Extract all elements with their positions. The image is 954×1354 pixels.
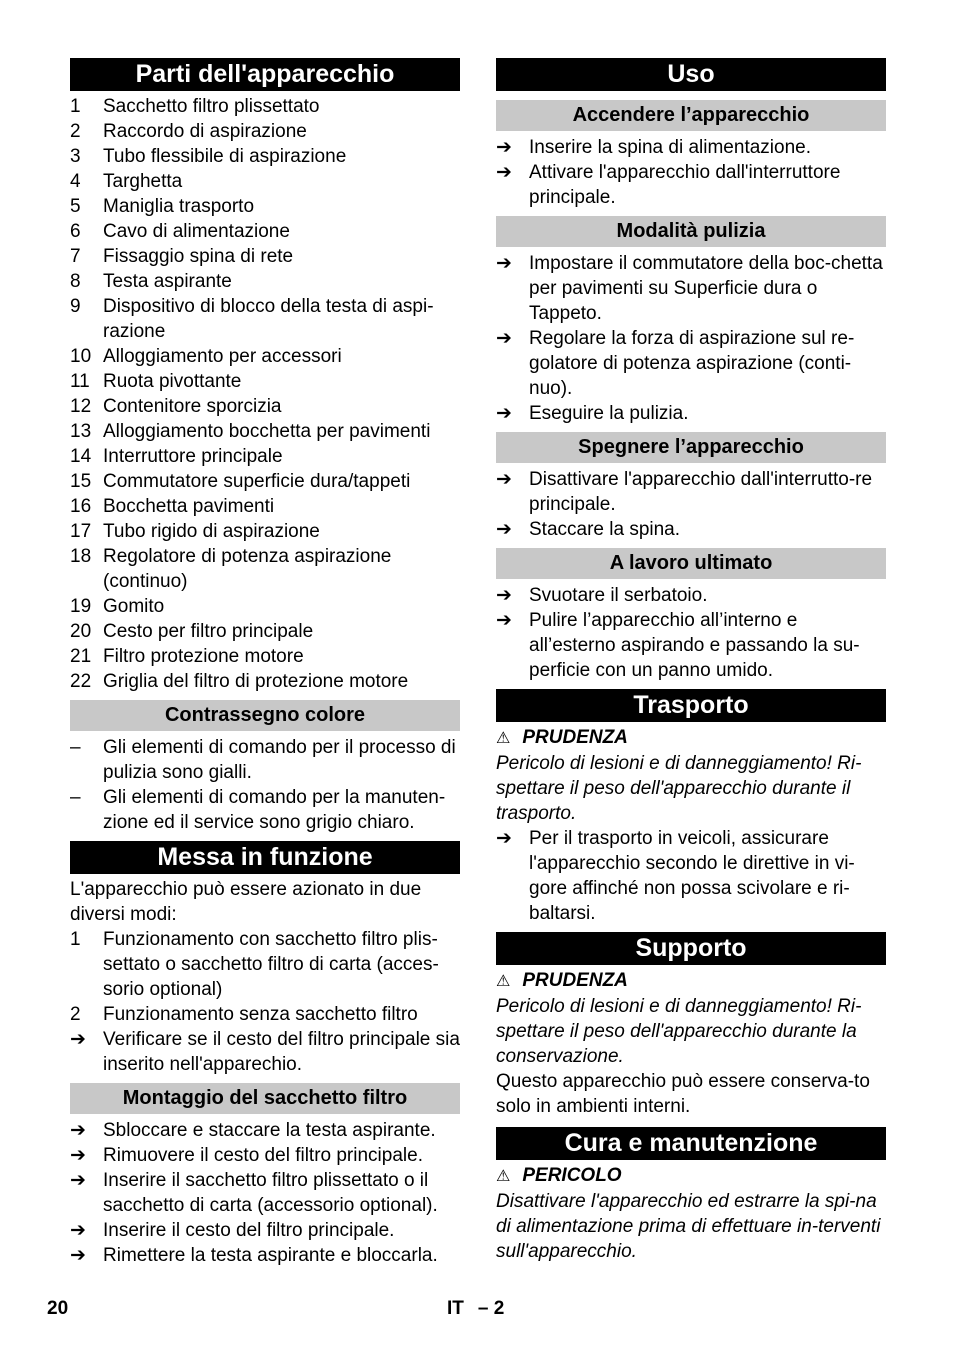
list-item-text: Inserire la spina di alimentazione. — [529, 137, 811, 158]
list-item — [70, 927, 460, 1002]
section-title-care: Cura e manutenzione — [496, 1127, 886, 1160]
list-item — [496, 251, 886, 326]
care-warning-text: Disattivare l'apparecchio ed estrarre la spi-na di alimentazione prima di effettuare in-terventi sull'apparecchio. — [496, 1191, 881, 1262]
list-marker: 12 — [70, 396, 92, 417]
list-item-text: Sacchetto filtro plissettato — [103, 96, 320, 117]
subsection-title-on: Accendere l’apparecchio — [496, 100, 886, 131]
list-marker: 20 — [70, 621, 92, 642]
list-marker: 21 — [70, 646, 92, 667]
list-item — [70, 219, 460, 244]
start-list — [70, 927, 460, 1077]
list-item-text: Contenitore sporcizia — [103, 396, 282, 417]
warning-triangle-icon: ⚠ — [496, 1168, 511, 1185]
sub-page: – 2 — [477, 1298, 505, 1319]
list-item — [70, 1218, 460, 1243]
list-item — [70, 644, 460, 669]
arrow-right-icon: ➔ — [70, 1120, 86, 1141]
list-item — [496, 401, 886, 426]
page-number: 20 — [47, 1298, 69, 1319]
list-item-text: Interruttore principale — [103, 446, 283, 467]
arrow-right-icon: ➔ — [496, 328, 512, 349]
list-item — [70, 344, 460, 369]
list-item — [70, 169, 460, 194]
list-item — [70, 194, 460, 219]
list-item-text: Tubo rigido di aspirazione — [103, 521, 320, 542]
transport-warning-text: Pericolo di lesioni e di danneggiamento! Ri-spettare il peso dell'apparecchio durante il trasporto. — [496, 753, 862, 824]
list-marker: 18 — [70, 546, 92, 567]
section-title-support: Supporto — [496, 932, 886, 965]
list-item — [70, 1243, 460, 1268]
list-item — [496, 326, 886, 401]
list-item-text: Regolare la forza di aspirazione sul re-golatore di potenza aspirazione (conti-nuo). — [529, 328, 855, 399]
list-item-text: Bocchetta pavimenti — [103, 496, 275, 517]
transport-warning-label: PRUDENZA — [522, 727, 628, 748]
list-marker: 7 — [70, 246, 81, 267]
subsection-title-color: Contrassegno colore — [70, 700, 460, 731]
mode-list — [496, 251, 886, 426]
list-marker: 5 — [70, 196, 81, 217]
color-list — [70, 735, 460, 835]
list-item-text: Filtro protezione motore — [103, 646, 304, 667]
list-marker: 11 — [70, 371, 90, 392]
list-item — [70, 1118, 460, 1143]
subsection-title-end: A lavoro ultimato — [496, 548, 886, 579]
list-item-text: Raccordo di aspirazione — [103, 121, 307, 142]
bag-list — [70, 1118, 460, 1268]
transport-list — [496, 826, 886, 926]
list-marker: 2 — [70, 1004, 81, 1025]
list-item-text: Verificare se il cesto del filtro principale sia inserito nell'apparechio. — [103, 1029, 460, 1075]
list-item — [70, 519, 460, 544]
list-marker: 4 — [70, 171, 81, 192]
list-marker: 15 — [70, 471, 92, 492]
list-item — [70, 394, 460, 419]
arrow-right-icon: ➔ — [496, 469, 512, 490]
support-warning — [496, 968, 886, 994]
list-item-text: Inserire il cesto del filtro principale. — [103, 1220, 395, 1241]
list-item — [70, 594, 460, 619]
list-item-text: Maniglia trasporto — [103, 196, 255, 217]
list-marker: 6 — [70, 221, 81, 242]
list-item-text: Inserire il sacchetto filtro plissettato o il sacchetto di carta (accessorio optional). — [103, 1170, 438, 1216]
list-item-text: Rimuovere il cesto del filtro principale. — [103, 1145, 423, 1166]
end-list — [496, 583, 886, 683]
list-item-text: Cesto per filtro principale — [103, 621, 314, 642]
left-column — [70, 58, 460, 1272]
support-warning-text: Pericolo di lesioni e di danneggiamento! Ri-spettare il peso dell'apparecchio durante la conservazione. — [496, 996, 862, 1067]
list-item-text: Gli elementi di comando per la manuten-zione ed il service sono grigio chiaro. — [103, 787, 446, 833]
list-item — [70, 369, 460, 394]
start-intro: L'apparecchio può essere azionato in due diversi modi: — [70, 879, 422, 925]
subsection-title-off: Spegnere l’apparecchio — [496, 432, 886, 463]
list-marker: – — [70, 737, 81, 758]
on-list — [496, 135, 886, 210]
list-item — [70, 269, 460, 294]
section-title-start: Messa in funzione — [70, 841, 460, 874]
list-item-text: Disattivare l'apparecchio dall'interrutto-re principale. — [529, 469, 873, 515]
arrow-right-icon: ➔ — [496, 253, 512, 274]
list-item — [70, 469, 460, 494]
arrow-right-icon: ➔ — [70, 1170, 86, 1191]
list-item-text: Staccare la spina. — [529, 519, 681, 540]
list-item — [70, 785, 460, 835]
arrow-right-icon: ➔ — [496, 585, 512, 606]
list-item — [70, 244, 460, 269]
list-marker: 16 — [70, 496, 92, 517]
list-marker: 1 — [70, 96, 81, 117]
list-item-text: Fissaggio spina di rete — [103, 246, 294, 267]
subsection-title-mode: Modalità pulizia — [496, 216, 886, 247]
warning-triangle-icon: ⚠ — [496, 730, 511, 747]
list-item-text: Attivare l'apparecchio dall'interruttore principale. — [529, 162, 841, 208]
list-item-text: Rimettere la testa aspirante e bloccarla. — [103, 1245, 438, 1266]
list-item — [70, 669, 460, 694]
list-item — [70, 619, 460, 644]
support-text: Questo apparecchio può essere conserva-to solo in ambienti interni. — [496, 1071, 870, 1117]
warning-triangle-icon: ⚠ — [496, 973, 511, 990]
arrow-right-icon: ➔ — [496, 403, 512, 424]
list-item — [70, 544, 460, 594]
arrow-right-icon: ➔ — [70, 1029, 86, 1050]
list-item-text: Cavo di alimentazione — [103, 221, 290, 242]
list-item — [70, 119, 460, 144]
list-item-text: Gomito — [103, 596, 165, 617]
list-marker: – — [70, 787, 81, 808]
list-item-text: Sbloccare e staccare la testa aspirante. — [103, 1120, 436, 1141]
list-item-text: Ruota pivottante — [103, 371, 242, 392]
arrow-right-icon: ➔ — [496, 610, 512, 631]
subsection-title-bag: Montaggio del sacchetto filtro — [70, 1083, 460, 1114]
list-marker: 1 — [70, 929, 81, 950]
list-item-text: Alloggiamento per accessori — [103, 346, 342, 367]
arrow-right-icon: ➔ — [70, 1220, 86, 1241]
list-item — [496, 826, 886, 926]
section-title-use: Uso — [496, 58, 886, 91]
list-item — [70, 144, 460, 169]
list-item — [496, 608, 886, 683]
list-item — [496, 517, 886, 542]
list-item — [70, 1168, 460, 1218]
list-item-text: Alloggiamento bocchetta per pavimenti — [103, 421, 431, 442]
arrow-right-icon: ➔ — [70, 1245, 86, 1266]
list-item-text: Regolatore di potenza aspirazione (continuo) — [103, 546, 392, 592]
list-item-text: Funzionamento con sacchetto filtro plis-settato o sacchetto filtro di carta (acces-sorio optional) — [103, 929, 439, 1000]
list-item — [70, 1143, 460, 1168]
list-marker: 8 — [70, 271, 81, 292]
list-item — [496, 135, 886, 160]
list-marker: 10 — [70, 346, 92, 367]
list-item-text: Funzionamento senza sacchetto filtro — [103, 1004, 418, 1025]
list-item-text: Testa aspirante — [103, 271, 232, 292]
list-marker: 13 — [70, 421, 92, 442]
list-marker: 3 — [70, 146, 81, 167]
list-marker: 9 — [70, 296, 81, 317]
list-item-text: Gli elementi di comando per il processo di pulizia sono gialli. — [103, 737, 456, 783]
list-marker: 22 — [70, 671, 92, 692]
list-item — [70, 1002, 460, 1027]
list-item-text: Svuotare il serbatoio. — [529, 585, 708, 606]
off-list — [496, 467, 886, 542]
list-item — [70, 419, 460, 444]
arrow-right-icon: ➔ — [496, 519, 512, 540]
list-item — [70, 94, 460, 119]
list-item-text: Commutatore superficie dura/tappeti — [103, 471, 411, 492]
support-warning-label: PRUDENZA — [522, 970, 628, 991]
arrow-right-icon: ➔ — [70, 1145, 86, 1166]
list-item — [496, 583, 886, 608]
list-item — [496, 467, 886, 517]
list-marker: 2 — [70, 121, 81, 142]
care-warning — [496, 1163, 886, 1189]
language-code: IT — [447, 1298, 464, 1319]
list-item — [70, 294, 460, 344]
list-item — [70, 444, 460, 469]
list-item — [70, 494, 460, 519]
arrow-right-icon: ➔ — [496, 828, 512, 849]
section-title-transport: Trasporto — [496, 689, 886, 722]
list-item-text: Dispositivo di blocco della testa di aspi-razione — [103, 296, 434, 342]
list-item-text: Griglia del filtro di protezione motore — [103, 671, 409, 692]
list-marker: 19 — [70, 596, 92, 617]
list-item-text: Per il trasporto in veicoli, assicurare l'apparecchio secondo le direttive in vi-gore affinché non possa scivolare e ri-baltarsi. — [529, 828, 855, 924]
list-item — [496, 160, 886, 210]
parts-list — [70, 94, 460, 694]
list-item-text: Impostare il commutatore della boc-chetta per pavimenti su Superficie dura o Tappeto. — [529, 253, 883, 324]
list-item-text: Targhetta — [103, 171, 183, 192]
list-marker: 17 — [70, 521, 92, 542]
list-item-text: Pulire l’apparecchio all’interno e all’esterno aspirando e passando la su-perficie con un panno umido. — [529, 610, 860, 681]
footer-language — [447, 1298, 518, 1320]
arrow-right-icon: ➔ — [496, 137, 512, 158]
arrow-right-icon: ➔ — [496, 162, 512, 183]
list-item — [70, 1027, 460, 1077]
section-title-parts: Parti dell'apparecchio — [70, 58, 460, 91]
transport-warning — [496, 725, 886, 751]
care-warning-label: PERICOLO — [522, 1165, 622, 1186]
list-marker: 14 — [70, 446, 92, 467]
list-item-text: Tubo flessibile di aspirazione — [103, 146, 347, 167]
right-column — [496, 58, 886, 1264]
list-item — [70, 735, 460, 785]
list-item-text: Eseguire la pulizia. — [529, 403, 689, 424]
